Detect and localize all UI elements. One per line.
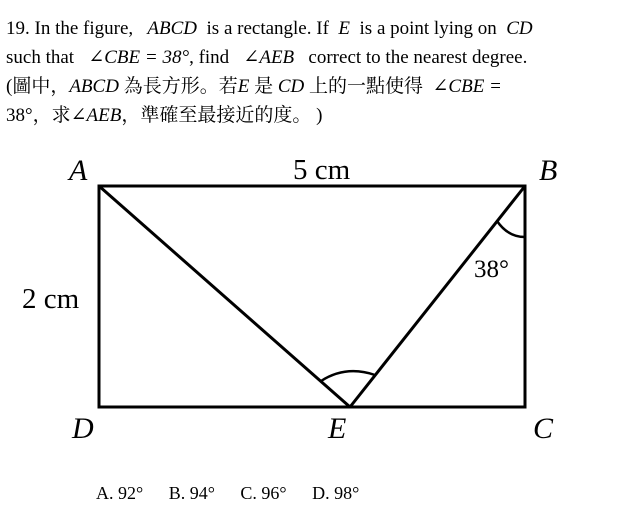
answer-options — [96, 483, 380, 504]
rectangle-name: ABCD — [69, 76, 119, 97]
question-number: 19. — [6, 18, 30, 39]
question-line-1 — [6, 14, 636, 43]
question-text-segment: ，準確至最接近的度。 ) — [121, 105, 323, 126]
question-text-segment: is a rectangle. If — [206, 18, 329, 39]
option-b[interactable]: B. 94° — [168, 483, 215, 503]
option-c[interactable]: C. 96° — [240, 483, 287, 503]
rectangle-figure — [0, 150, 640, 450]
question-text-segment: In the figure, — [34, 18, 134, 39]
question-text-segment: 是 — [254, 76, 274, 97]
question-text-segment: 為長方形。若 — [123, 76, 238, 97]
segment-be — [350, 186, 525, 407]
question-text-segment: (圖中， — [6, 76, 70, 97]
rectangle-name: ABCD — [147, 18, 198, 39]
point-e-name: E — [237, 76, 250, 97]
question-text-segment: , find — [189, 47, 230, 68]
question-line-2 — [6, 43, 636, 72]
angle-cbe-label: 38° — [474, 256, 509, 283]
question-line-3 — [6, 72, 636, 101]
side-cd-name: CD — [277, 76, 305, 97]
question-text — [6, 14, 636, 130]
option-a[interactable]: A. 92° — [96, 483, 144, 503]
vertex-label-e: E — [328, 412, 347, 445]
segment-ae — [99, 186, 350, 407]
top-side-length: 5 cm — [293, 154, 351, 186]
question-text-segment: 上的一點使得 — [308, 76, 423, 97]
option-d[interactable]: D. 98° — [312, 483, 360, 503]
question-text-segment: is a point lying on — [359, 18, 497, 39]
angle-arc-aeb — [321, 371, 375, 381]
question-text-segment: correct to the nearest degree. — [308, 47, 528, 68]
given-angle: ∠CBE = — [432, 76, 502, 97]
question-text-segment: such that — [6, 47, 75, 68]
point-e-name: E — [338, 18, 351, 39]
question-text-segment: 38°，求 — [6, 105, 71, 126]
question-line-4 — [6, 101, 636, 130]
find-angle: ∠AEB — [243, 47, 295, 68]
given-angle: ∠CBE = 38° — [88, 47, 190, 68]
angle-arc-cbe — [497, 221, 525, 237]
left-side-length: 2 cm — [22, 283, 80, 315]
vertex-label-c: C — [533, 412, 554, 445]
find-angle: ∠AEB — [70, 105, 122, 126]
side-cd-name: CD — [506, 18, 533, 39]
vertex-label-a: A — [69, 154, 88, 187]
vertex-label-d: D — [72, 412, 94, 445]
vertex-label-b: B — [539, 154, 558, 187]
